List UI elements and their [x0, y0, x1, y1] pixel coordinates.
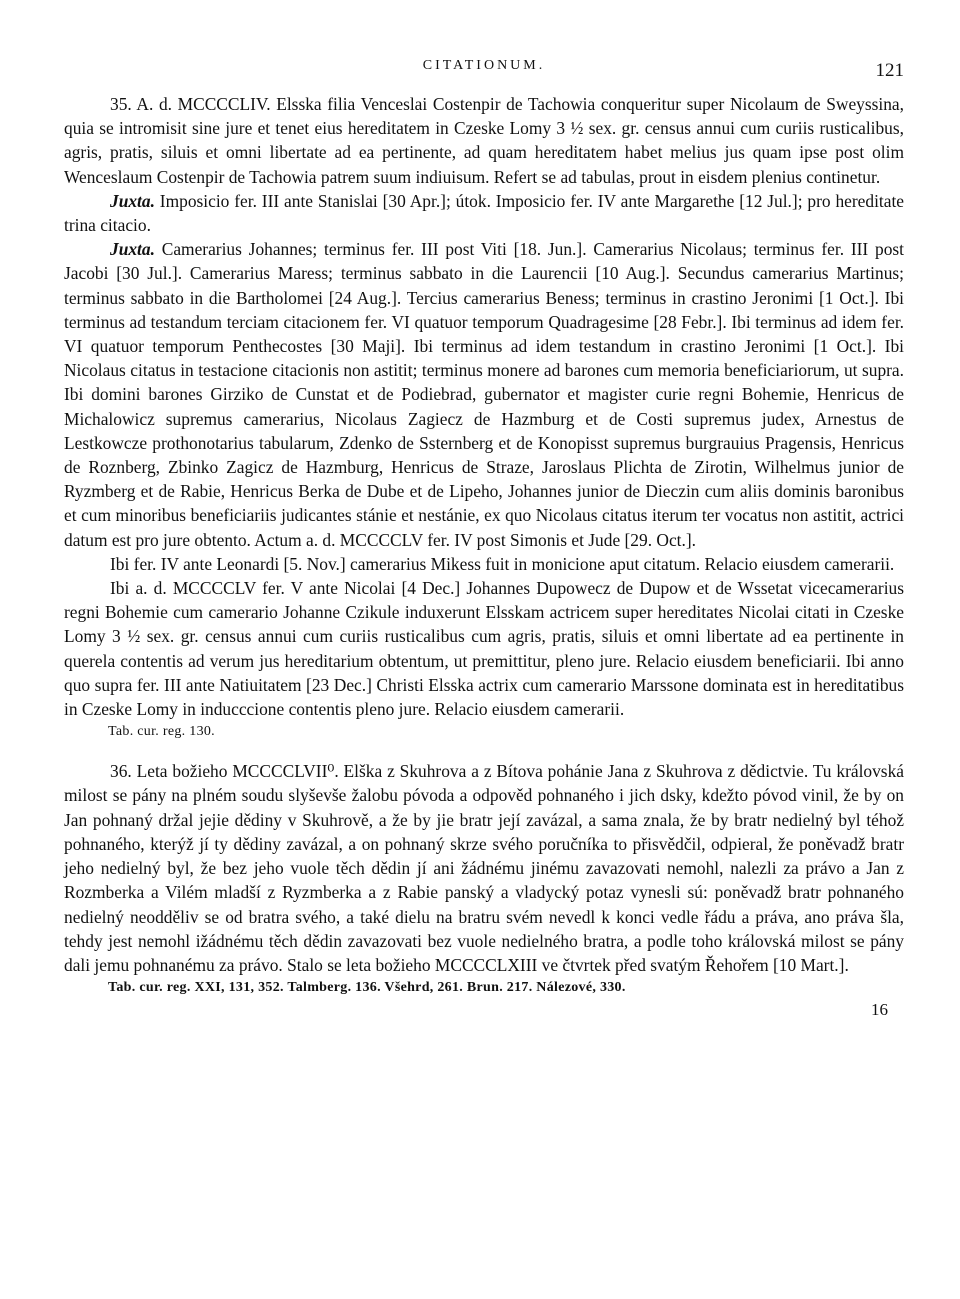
entry-35-paragraph-1: 35. A. d. MCCCCLIV. Elsska filia Venceslai Costenpir de Tachowia conqueritur super Nicolaum de Sweyssina, quia se intromisit sine jure et tenet eius hereditatem in Czeske Lomy 3 ½ sex. gr. census annui cum curiis rusticalibus, agris, pratis, siluis et omni libertate ad ea pertinente, ad quam hereditatem habet melius jus quam ipse post olim Wenceslaum Costenpir de Tachowia patrem suum indiuisum. Refert se ad tabulas, prout in eisdem plenius continetur.: [64, 94, 904, 187]
entry-35-paragraph-5: Ibi a. d. MCCCCLV fer. V ante Nicolai [4 Dec.] Johannes Dupowecz de Dupow et de Wssetat vicecamerarius regni Bohemie cum camerario Johanne Czikule induxerunt Elsskam actricem super hereditates Nicolai citati in Czeske Lomy 3 ½ sex. gr. census annui cum curiis rusticalibus cum agris, pratis, siluis et omni libertate ad ea pertinente in querela contentis ad verum jus hereditarium obtentum, ut premittitur, pleno jure. Relacio eiusdem beneficiarii. Ibi anno quo supra fer. III ante Natiuitatem [23 Dec.] Christi Elsska actrix cum camerario Marssone dominata est in hereditatibus in Czeske Lomy in inducccione contentis pleno jure. Relacio eiusdem camerarii.: [64, 578, 904, 720]
entry-36-reference: Tab. cur. reg. XXI, 131, 352. Talmberg. 136. Všehrd, 261. Brun. 217. Nálezové, 330.: [108, 980, 626, 996]
entry-36-paragraph-1: 36. Leta božieho MCCCCLVII⁰. Elška z Skuhrova a z Bítova pohánie Jana z Skuhrova z dědictvie. Tu královská milost se pány na plném soudu slyševše žalobu póvoda a odpověd pohnaného i jich dsky, kdežto póvod vinil, že by on Jan pohnaný držal jejie dědiny v Skuhrově, a že by jie bratr její zavázal, a sama znala, že by bratr nedielný byl téhož pohnaného, kterýž jí ty dědiny zavázal, a on pohnaný skrze svého poručníka to přisvědčil, odpieral, že poněvadž bratr jeho nedielný byl, že bez jeho vuole těch dědin jí ani žádnému jinému zavazovati nemohl, nalezli za právo a Jan z Rozmberka a Vilém mladší z Ryzmberka a z Rabie panský a vladycký potaz vynesli sú: poněvadž bratr pohnaného nedielný neodděliv se od bratra svého, a také dielu na bratru svém nevedl k konci vedle řádu a práva, ano práva šla, tehdy jest nemohl ižádnému těch dědin zavazovati bez vuole nedielného bratra, a podle toho královská milost se pány dali jemu pohnanému za právo. Stalo se leta božieho MCCCCLXIII ve čtvrtek před svatým Řehořem [10 Mart.].: [64, 761, 904, 975]
entry-35-reference: Tab. cur. reg. 130.: [108, 724, 215, 740]
juxta-label: Juxta.: [110, 190, 155, 211]
entry-35-paragraph-3-text: Camerarius Johannes; terminus fer. III post Viti [18. Jun.]. Camerarius Nicolaus; terminus fer. III post Jacobi [30 Jul.]. Camerarius Maress; terminus sabbato in die Laurencii [10 Aug.]. Secundus camerarius Martinus; terminus sabbato in die Bartholomei [24 Aug.]. Tercius camerarius Beness; terminus in crastino Jeronimi [1 Oct.]. Ibi terminus ad testandum terciam citacionem fer. VI quatuor temporum Quadragesime [28 Febr.]. Ibi terminus ad idem fer. VI quatuor temporum Penthecostes [30 Maji]. Ibi terminus ad idem testandum in crastino Jeronimi [1 Oct.]. Ibi Nicolaus citatus in testacione citacionis non astitit; terminus monere ad barones cum memoria beneficiariorum, ut supra. Ibi domini barones Girziko de Cunstat et de Podiebrad, gubernator et magister curie regni Bohemie, Henricus de Michalowicz supremus camerarius, Nicolaus Zagiecz de Hazmburg et de Costi supremus judex, Arnestus de Lestkowcze prothonotarius tabularum, Zdenko de Ssternberg et de Konopisst supremus burgrauius Pragensis, Henricus de Roznberg, Zbinko Zagicz de Hazmburg, Henricus de Straze, Jaroslaus Plichta de Zirotin, Wilhelmus junior de Ryzmberg et de Rabie, Henricus Berka de Dube et de Lipeho, Johannes junior de Dieczin cum aliis dominis baronibus et cum minoribus beneficiariis judicantes stánie et nestánie, ex quo Nicolaus citatus iterum ter vocatus non astitit, actrici datum est pro jure obtento. Actum a. d. MCCCCLV fer. IV post Simonis et Jude [29. Oct.].: [64, 239, 904, 550]
running-title: CITATIONUM.: [422, 58, 546, 73]
entry-35-paragraph-2: [64, 189, 904, 237]
juxta-label: Juxta.: [110, 239, 155, 260]
entry-35-paragraph-4: Ibi fer. IV ante Leonardi [5. Nov.] camerarius Mikess fuit in monicione aput citatum. Relacio eiusdem camerarii.: [110, 553, 895, 574]
page-number: 121: [875, 60, 904, 81]
signature-mark: 16: [871, 1000, 888, 1020]
entry-35-paragraph-3: [64, 237, 904, 552]
running-head: [64, 52, 904, 92]
entry-spacer: [64, 743, 904, 759]
entry-35-paragraph-2-text: Imposicio fer. III ante Stanislai [30 Apr.]; útok. Imposicio fer. IV ante Margarethe [12 Jul.]; pro hereditate trina citacio.: [64, 190, 904, 236]
document-page: [64, 52, 904, 1021]
